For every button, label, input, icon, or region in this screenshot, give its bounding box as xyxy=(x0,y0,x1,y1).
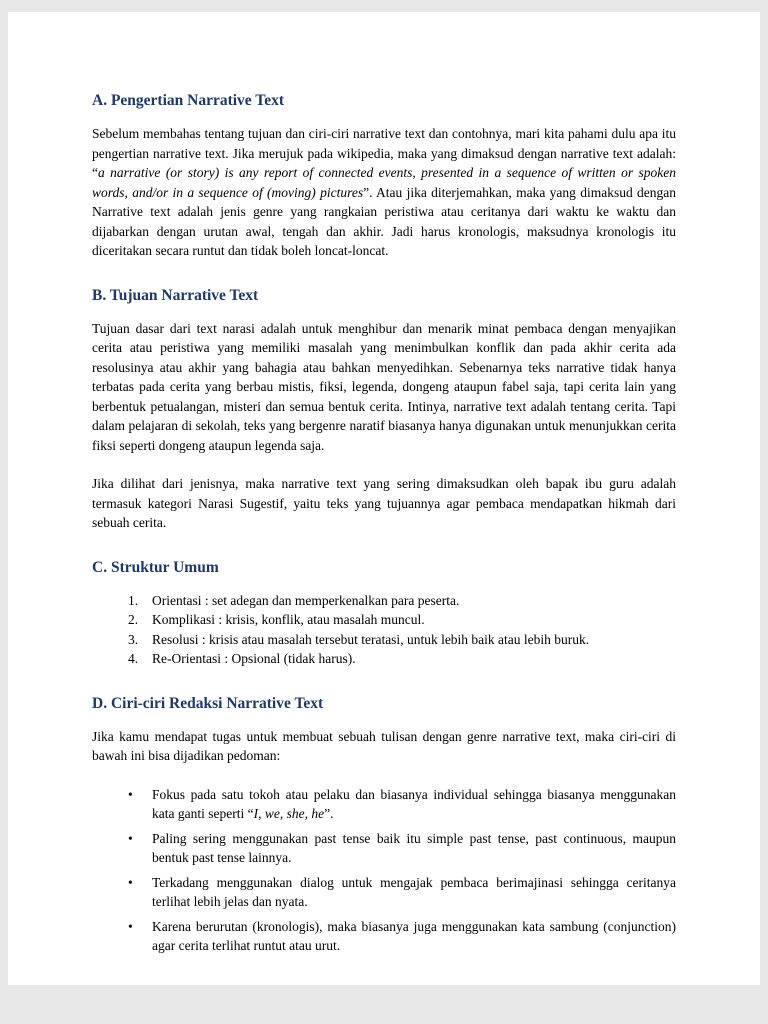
section-a-paragraph xyxy=(92,124,676,261)
section-b-paragraph-2: Jika dilihat dari jenisnya, maka narrative text yang sering dimaksudkan oleh bapak ibu guru adalah termasuk kategori Narasi Sugestif, yaitu teks yang tujuannya agar pembaca mendapatkan hikmah dari sebuah cerita. xyxy=(92,476,676,530)
bullet-text-after-quote: ”. xyxy=(324,806,334,821)
bullet-pronoun-quote: I, we, she, he xyxy=(253,806,325,821)
bullet-item xyxy=(128,917,676,956)
list-item xyxy=(128,630,676,650)
section-a-text-before-quote: Sebelum membahas tentang tujuan dan ciri-ciri narrative text dan contohnya, mari kita pahami dulu apa itu pengertian narrative text. Jika merujuk pada wikipedia, maka yang dimaksud dengan narrative text adalah: “ xyxy=(92,126,676,180)
bullet-item xyxy=(128,785,676,824)
bullet-item xyxy=(128,873,676,912)
bullet-icon: • xyxy=(128,874,133,890)
section-a-heading: A. Pengertian Narrative Text xyxy=(92,92,284,109)
bullet-icon: • xyxy=(128,830,133,846)
list-number: 2. xyxy=(128,612,139,627)
section-d-intro: Jika kamu mendapat tugas untuk membuat sebuah tulisan dengan genre narrative text, maka ciri-ciri di bawah ini bisa dijadikan pedoman: xyxy=(92,728,676,763)
list-item-text: Komplikasi : krisis, konflik, atau masalah muncul. xyxy=(152,612,425,627)
bullet-item-text: Paling sering menggunakan past tense baik itu simple past tense, past continuous, maupun bentuk past tense lainnya. xyxy=(152,830,676,865)
document-content xyxy=(8,12,760,956)
characteristics-bullet-list xyxy=(128,785,676,956)
list-number: 3. xyxy=(128,631,139,647)
list-number: 1. xyxy=(128,592,139,608)
structure-numbered-list xyxy=(128,591,676,669)
bullet-item-text xyxy=(152,785,676,824)
list-item-text: Re-Orientasi : Opsional (tidak harus). xyxy=(152,651,356,666)
bullet-text-before-quote: Fokus pada satu tokoh atau pelaku dan biasanya individual sehingga biasanya menggunakan kata ganti seperti “ xyxy=(152,786,676,821)
bullet-icon: • xyxy=(128,918,133,934)
section-c-heading: C. Struktur Umum xyxy=(92,558,219,576)
section-a-english-quote: a narrative (or story) is any report of connected events, presented in a sequence of written or spoken words, and/or in a sequence of (moving) pictures xyxy=(92,165,676,200)
list-item-text: Orientasi : set adegan dan memperkenalkan para peserta. xyxy=(152,592,460,608)
section-d-heading: D. Ciri-ciri Redaksi Narrative Text xyxy=(92,694,324,712)
bullet-icon: • xyxy=(128,786,133,802)
bullet-item xyxy=(128,829,676,868)
list-item xyxy=(128,610,676,630)
bullet-item-text: Terkadang menggunakan dialog untuk mengajak pembaca berimajinasi sehingga ceritanya terlihat lebih jelas dan nyata. xyxy=(152,874,676,909)
section-b-paragraph-1: Tujuan dasar dari text narasi adalah untuk menghibur dan menarik minat pembaca dengan menyajikan cerita atau peristiwa yang memiliki masalah yang menimbulkan konflik dan pada akhir cerita ada resolusinya atau akhir yang bahagia atau bahkan menyedihkan. Sebenarnya teks narrative tidak hanya terbatas pada cerita yang berbau mistis, fiksi, legenda, dongeng ataupun fabel saja, tapi cerita lain yang berbentuk petualangan, misteri dan semua bentuk cerita. Intinya, narrative text adalah tentang cerita. Tapi dalam pelajaran di sekolah, teks yang bergenre naratif biasanya hanya digunakan untuk menunjukkan cerita fiksi seperti dongeng ataupun legenda saja. xyxy=(92,320,676,453)
list-number: 4. xyxy=(128,651,139,666)
section-b-heading: B. Tujuan Narrative Text xyxy=(92,286,259,304)
list-item xyxy=(128,591,676,611)
document-page xyxy=(8,12,760,985)
bullet-item-text: Karena berurutan (kronologis), maka biasanya juga menggunakan kata sambung (conjunction) agar cerita terlihat runtut atau urut. xyxy=(152,918,676,953)
section-a-text-after-quote: ”. Atau jika diterjemahkan, maka yang dimaksud dengan Narrative text adalah jenis genre yang rangkaian peristiwa atau ceritanya dari waktu ke waktu dan dijabarkan dengan urutan awal, tengah dan akhir. Jadi harus kronologis, maksudnya kronologis itu diceritakan secara runtut dan tidak boleh loncat-loncat. xyxy=(92,184,676,258)
list-item-text: Resolusi : krisis atau masalah tersebut teratasi, untuk lebih baik atau lebih buruk. xyxy=(152,631,590,647)
list-item xyxy=(128,649,676,669)
